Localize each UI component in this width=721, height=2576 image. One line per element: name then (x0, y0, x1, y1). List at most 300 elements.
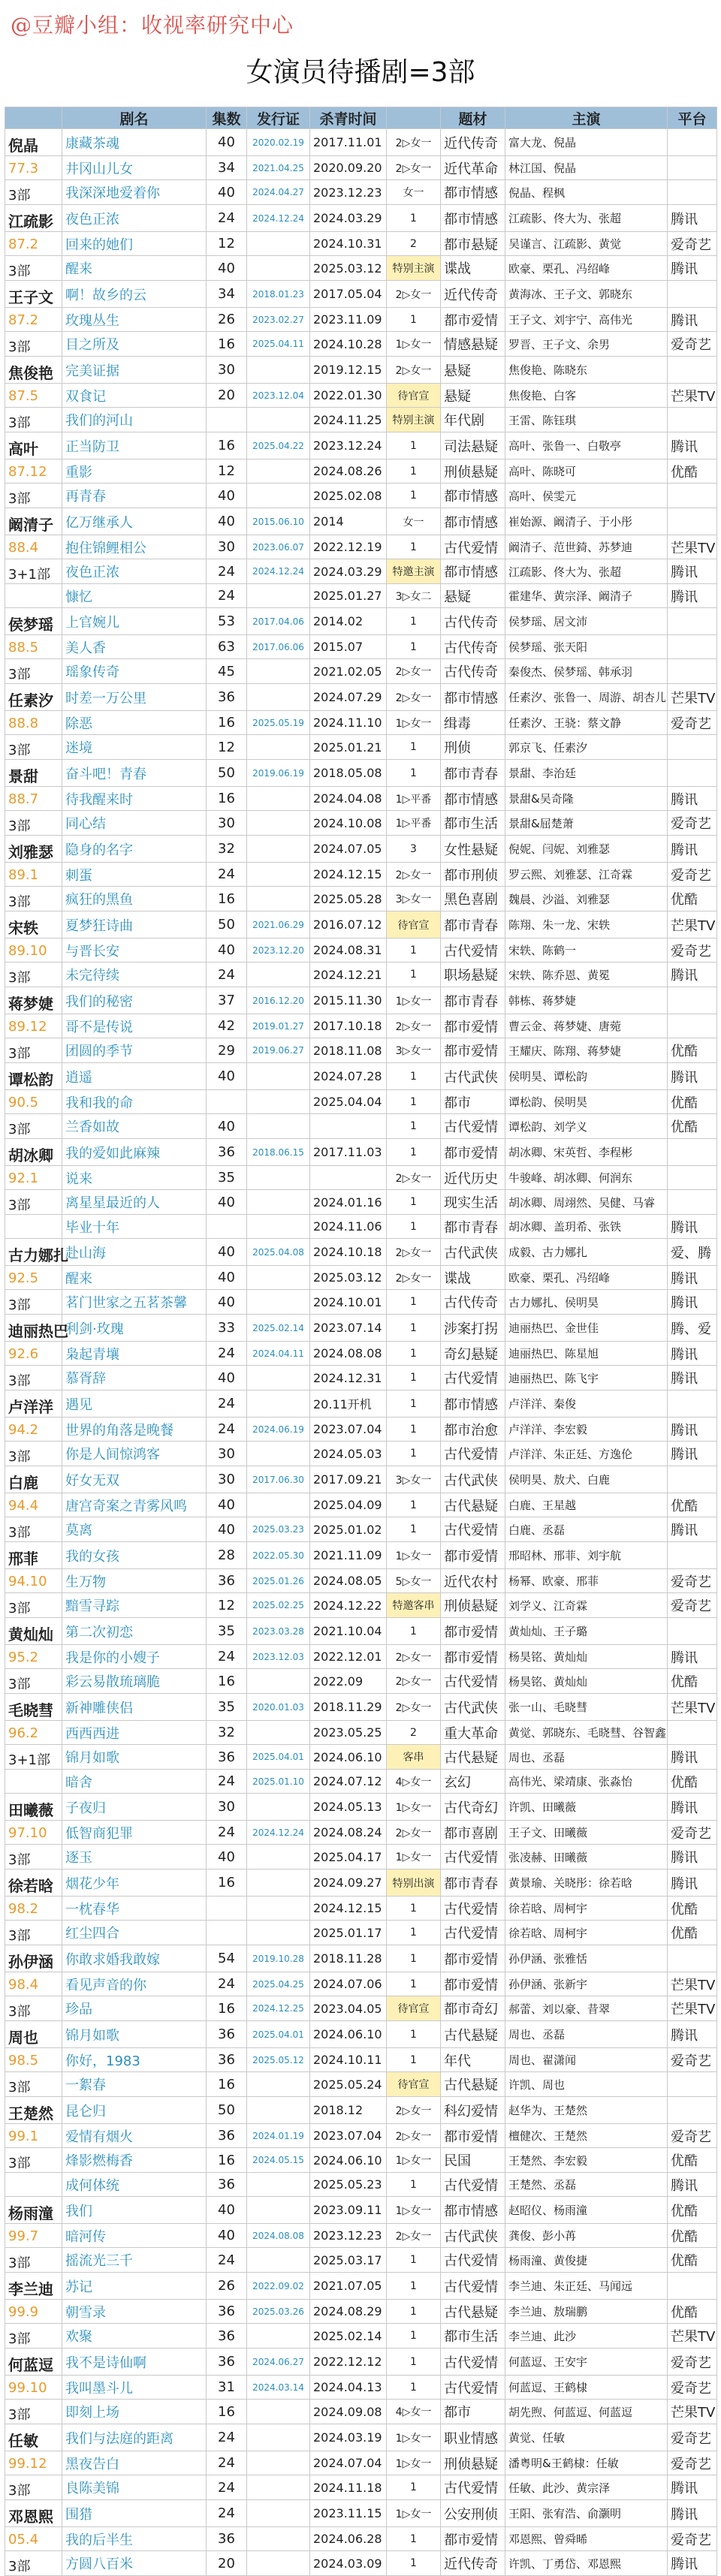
cell-actor: 迪丽热巴 (5, 1315, 62, 1342)
table-row (5, 1721, 717, 1745)
cell-drama: 慷忆 (62, 584, 207, 608)
cell-genre: 都市情感 (441, 2197, 505, 2224)
cell-license (247, 2475, 310, 2500)
cell-genre: 近代革命 (441, 156, 505, 180)
cell-wrap-date: 2023.11.09 (310, 308, 387, 332)
cell-platform: 优酷 (668, 2197, 717, 2224)
cell-license (247, 1493, 310, 1517)
cell-episodes: 36 (207, 1139, 247, 1166)
table-row (5, 1390, 717, 1418)
table-row (5, 2551, 717, 2576)
cell-cast: 杨昊铭、黄灿灿 (505, 1669, 668, 1694)
table-row (5, 2451, 717, 2475)
cell-role: 2▷女一 (387, 2124, 441, 2148)
cell-role: 2▷女一 (387, 1669, 441, 1694)
table-row (5, 459, 717, 484)
cell-actor: 88.4 (5, 535, 62, 559)
cell-wrap-date: 2014 (310, 508, 387, 535)
cell-actor: 3部 (5, 963, 62, 987)
cell-actor: 宋轶 (5, 911, 62, 939)
table-row (5, 1972, 717, 1996)
cell-actor: 3部 (5, 2551, 62, 2576)
cell-cast: 王楚然、李宏毅 (505, 2148, 668, 2173)
cell-cast: 赵华为、王楚然 (505, 2097, 668, 2124)
cell-genre: 都市刑侦 (441, 863, 505, 887)
cell-platform (668, 1014, 717, 1038)
cell-role: 待官宣 (387, 911, 441, 939)
cell-platform: 优酷 (668, 2248, 717, 2273)
cell-genre: 都市青春 (441, 1215, 505, 1239)
cell-drama: 暗舍 (62, 1770, 207, 1794)
cell-wrap-date: 2025.02.08 (310, 484, 387, 508)
cell-drama: 好女无双 (62, 1466, 207, 1493)
cell-role: 2▷女一 (387, 659, 441, 684)
cell-role: 1 (387, 939, 441, 963)
cell-role: 1 (387, 608, 441, 635)
cell-role: 1▷女一 (387, 1794, 441, 1821)
cell-episodes: 32 (207, 836, 247, 863)
cell-episodes: 26 (207, 308, 247, 332)
cell-license (247, 459, 310, 484)
cell-wrap-date (310, 1114, 387, 1139)
cell-platform: 芒果TV (668, 2400, 717, 2424)
cell-actor: 3部 (5, 256, 62, 281)
cell-episodes: 53 (207, 608, 247, 635)
cell-episodes: 24 (207, 1821, 247, 1845)
cell-drama: 上官婉儿 (62, 608, 207, 635)
cell-genre: 都市悬疑 (441, 232, 505, 256)
table-row (5, 281, 717, 308)
cell-genre: 古代悬疑 (441, 1493, 505, 1517)
table-row (5, 811, 717, 836)
cell-platform: 优酷 (668, 1114, 717, 1139)
cell-episodes: 36 (207, 2300, 247, 2324)
cell-cast: 胡冰卿、宋英哲、李程彬 (505, 1139, 668, 1166)
cell-role: 1 (387, 1139, 441, 1166)
cell-actor: 3部 (5, 1517, 62, 1542)
cell-actor: 3部 (5, 2072, 62, 2097)
cell-genre: 都市情感 (441, 205, 505, 232)
cell-actor: 孙伊涵 (5, 1945, 62, 1972)
cell-role: 2 (387, 1721, 441, 1745)
cell-wrap-date: 2023.07.04 (310, 2124, 387, 2148)
cell-role: 2▷女一 (387, 156, 441, 180)
cell-license: 2023.12.04 (247, 384, 310, 408)
cell-license (247, 484, 310, 508)
cell-episodes: 34 (207, 156, 247, 180)
table-row (5, 1921, 717, 1945)
cell-license (247, 2197, 310, 2224)
cell-license: 2024.08.08 (247, 2224, 310, 2248)
cell-cast: 黄灿灿、王子璐 (505, 1618, 668, 1645)
table-row (5, 1593, 717, 1618)
cell-role: 1 (387, 1290, 441, 1315)
cell-drama: 夜色正浓 (62, 559, 207, 584)
cell-episodes: 20 (207, 2551, 247, 2576)
cell-cast: 赵昭仪、杨雨潼 (505, 2197, 668, 2224)
cell-license: 2024.06.27 (247, 2349, 310, 2376)
cell-platform: 腾讯 (668, 1290, 717, 1315)
cell-license (247, 1366, 310, 1390)
cell-wrap-date: 2024.07.12 (310, 1770, 387, 1794)
cell-genre: 黑色喜剧 (441, 887, 505, 911)
cell-drama: 啊！故乡的云 (62, 281, 207, 308)
cell-platform (668, 1139, 717, 1166)
cell-drama: 西西西进 (62, 1721, 207, 1745)
cell-platform (668, 156, 717, 180)
cell-genre: 现实生活 (441, 1190, 505, 1215)
cell-cast: 曹云金、蒋梦婕、唐菀 (505, 1014, 668, 1038)
cell-cast: 胡先煦、何蓝逗、何蓝逗 (505, 2400, 668, 2424)
cell-episodes: 24 (207, 1972, 247, 1996)
cell-cast: 黄景瑜、关晓彤：徐若晗 (505, 1869, 668, 1897)
cell-cast: 许凯、周也 (505, 2072, 668, 2097)
cell-platform: 腾讯 (668, 1517, 717, 1542)
cell-drama: 烟花少年 (62, 1869, 207, 1897)
table-row (5, 1215, 717, 1239)
cell-role: 客串 (387, 1745, 441, 1770)
cell-drama: 红尘四合 (62, 1921, 207, 1945)
cell-genre: 都市 (441, 1090, 505, 1114)
cell-wrap-date: 2024.03.19 (310, 2424, 387, 2451)
cell-cast: 杨昊铭、黄灿灿 (505, 1645, 668, 1669)
cell-actor: 焦俊艳 (5, 357, 62, 384)
cell-cast: 迪丽热巴、金世佳 (505, 1315, 668, 1342)
cell-drama: 看见声音的你 (62, 1972, 207, 1996)
table-row (5, 1466, 717, 1493)
cell-wrap-date (310, 1166, 387, 1190)
cell-wrap-date: 2019.12.15 (310, 357, 387, 384)
cell-wrap-date: 2017.11.01 (310, 129, 387, 156)
cell-episodes: 40 (207, 1366, 247, 1390)
cell-episodes: 16 (207, 887, 247, 911)
cell-wrap-date: 2023.07.14 (310, 1315, 387, 1342)
cell-episodes: 36 (207, 1569, 247, 1593)
cell-episodes (207, 1897, 247, 1921)
cell-actor: 毛晓彗 (5, 1694, 62, 1721)
cell-wrap-date: 2024.10.31 (310, 232, 387, 256)
cell-genre: 古代爱情 (441, 1897, 505, 1921)
cell-genre: 都市青春 (441, 911, 505, 939)
cell-actor: 98.5 (5, 2048, 62, 2072)
cell-role: 1 (387, 635, 441, 659)
cell-platform: 腾讯 (668, 1794, 717, 1821)
cell-cast: 白鹿、丞磊 (505, 1517, 668, 1542)
cell-actor: 3部 (5, 811, 62, 836)
cell-cast: 王楚然、丞磊 (505, 2173, 668, 2197)
table-row (5, 735, 717, 760)
cell-role: 2▷女一 (387, 1821, 441, 1845)
cell-platform: 腾讯 (668, 1645, 717, 1669)
table-row (5, 2300, 717, 2324)
cell-genre: 谍战 (441, 1266, 505, 1290)
cell-genre: 司法悬疑 (441, 432, 505, 459)
cell-wrap-date: 2023.05.25 (310, 1721, 387, 1745)
cell-drama: 即刻上场 (62, 2400, 207, 2424)
cell-platform: 腾讯 (668, 2173, 717, 2197)
cell-cast: 邢昭林、邢菲、刘宇航 (505, 1542, 668, 1569)
cell-actor: 3部 (5, 1290, 62, 1315)
cell-episodes: 24 (207, 584, 247, 608)
cell-actor: 3部 (5, 332, 62, 357)
table-row (5, 2424, 717, 2451)
cell-episodes: 63 (207, 635, 247, 659)
cell-license: 2023.06.07 (247, 535, 310, 559)
cell-drama: 你敢求婚我敢嫁 (62, 1945, 207, 1972)
cell-drama: 瑶象传奇 (62, 659, 207, 684)
cell-actor (5, 1215, 62, 1239)
table-row (5, 2072, 717, 2097)
cell-platform: 爱奇艺 (668, 2451, 717, 2475)
cell-platform (668, 987, 717, 1014)
table-row (5, 2273, 717, 2300)
cell-drama: 枭起青壤 (62, 1342, 207, 1366)
cell-actor: 王子文 (5, 281, 62, 308)
cell-episodes: 26 (207, 2273, 247, 2300)
cell-actor: 88.5 (5, 635, 62, 659)
cell-genre: 悬疑 (441, 384, 505, 408)
cell-platform: 腾讯 (668, 205, 717, 232)
cell-cast: 许凯、田曦薇 (505, 1794, 668, 1821)
cell-cast: 江疏影、佟大为、张超 (505, 205, 668, 232)
cell-wrap-date: 2022.12.01 (310, 1645, 387, 1669)
cell-platform: 爱奇艺 (668, 2048, 717, 2072)
cell-wrap-date: 2015.07 (310, 635, 387, 659)
cell-platform: 爱奇艺 (668, 2376, 717, 2400)
cell-genre: 刑侦悬疑 (441, 2451, 505, 2475)
table-row (5, 1945, 717, 1972)
cell-episodes (207, 1921, 247, 1945)
cell-genre: 近代农村 (441, 1569, 505, 1593)
cell-license: 2024.03.14 (247, 2376, 310, 2400)
cell-episodes: 12 (207, 459, 247, 484)
cell-drama: 待我醒来时 (62, 787, 207, 811)
table-row (5, 232, 717, 256)
cell-cast: 王耀庆、陈翔、蒋梦婕 (505, 1038, 668, 1063)
cell-drama: 朝雪录 (62, 2300, 207, 2324)
cell-episodes: 33 (207, 1315, 247, 1342)
cell-wrap-date: 2024.08.26 (310, 459, 387, 484)
cell-episodes: 35 (207, 1694, 247, 1721)
cell-cast: 周也、丞磊 (505, 2021, 668, 2048)
cell-wrap-date: 2025.03.17 (310, 2248, 387, 2273)
cell-genre: 古代爱情 (441, 2273, 505, 2300)
table-row (5, 2400, 717, 2424)
cell-license: 2025.04.22 (247, 432, 310, 459)
cell-license: 2016.12.20 (247, 987, 310, 1014)
table-row (5, 1517, 717, 1542)
cell-actor: 3部 (5, 484, 62, 508)
cell-license: 2019.06.27 (247, 1038, 310, 1063)
cell-actor: 89.10 (5, 939, 62, 963)
cell-actor: 侯梦瑶 (5, 608, 62, 635)
cell-cast: 徐若晗、周柯宇 (505, 1897, 668, 1921)
cell-drama: 我是你的小嫂子 (62, 1645, 207, 1669)
cell-actor: 77.3 (5, 156, 62, 180)
cell-platform (668, 1166, 717, 1190)
table-row (5, 1038, 717, 1063)
cell-cast: 欧豪、栗孔、冯绍峰 (505, 256, 668, 281)
cell-license: 2020.01.03 (247, 1694, 310, 1721)
cell-cast: 高叶、陈晓可 (505, 459, 668, 484)
cell-actor: 3部 (5, 1921, 62, 1945)
cell-actor: 江疏影 (5, 205, 62, 232)
cell-license: 2019.01.27 (247, 1014, 310, 1038)
cell-platform (668, 1190, 717, 1215)
cell-genre: 女性悬疑 (441, 836, 505, 863)
cell-drama: 彩云易散琉璃脆 (62, 1669, 207, 1694)
cell-cast: 黄海冰、王子文、郭晓东 (505, 281, 668, 308)
cell-wrap-date: 2024.12.15 (310, 863, 387, 887)
cell-cast: 孙伊涵、张雅恬 (505, 1945, 668, 1972)
cell-genre: 都市情感 (441, 508, 505, 535)
table-row (5, 1315, 717, 1342)
cell-role: 2▷女一 (387, 2097, 441, 2124)
cell-drama: 唐宫奇案之青雾风鸣 (62, 1493, 207, 1517)
cell-platform: 腾讯 (668, 1845, 717, 1869)
cell-platform (668, 357, 717, 384)
cell-drama: 双食记 (62, 384, 207, 408)
cell-cast: 徐若晗、周柯宇 (505, 1921, 668, 1945)
cell-cast: 焦俊艳、陈晓东 (505, 357, 668, 384)
cell-wrap-date: 2024.04.08 (310, 787, 387, 811)
cell-license (247, 1921, 310, 1945)
cell-role: 2▷女一 (387, 1645, 441, 1669)
cell-episodes: 28 (207, 1542, 247, 1569)
cell-wrap-date: 2023.09.11 (310, 2197, 387, 2224)
cell-genre: 年代 (441, 2048, 505, 2072)
cell-actor: 周也 (5, 2021, 62, 2048)
cell-cast: 胡冰卿、周翊然、吴健、马睿 (505, 1190, 668, 1215)
table-row (5, 1290, 717, 1315)
cell-platform (668, 1721, 717, 1745)
cell-genre: 悬疑 (441, 584, 505, 608)
table-row (5, 2124, 717, 2148)
cell-actor: 刘雅瑟 (5, 836, 62, 863)
table-row (5, 2475, 717, 2500)
cell-cast: 侯梦瑶、张天阳 (505, 635, 668, 659)
table-row (5, 2324, 717, 2349)
cell-genre: 都市爱情 (441, 2527, 505, 2551)
cell-drama: 除恶 (62, 711, 207, 735)
cell-genre: 近代传奇 (441, 2551, 505, 2576)
cell-episodes: 36 (207, 684, 247, 711)
cell-wrap-date: 2024.11.25 (310, 408, 387, 432)
header-wrap-date: 杀青时间 (310, 107, 387, 129)
cell-actor (5, 2173, 62, 2197)
cell-cast: 侯明昊、谭松韵 (505, 1063, 668, 1090)
cell-episodes: 16 (207, 1996, 247, 2021)
cell-genre: 近代传奇 (441, 129, 505, 156)
cell-platform (668, 635, 717, 659)
cell-genre: 都市青春 (441, 987, 505, 1014)
cell-platform (668, 129, 717, 156)
cell-genre: 都市爱情 (441, 1542, 505, 1569)
cell-episodes: 24 (207, 2451, 247, 2475)
cell-wrap-date: 2025.01.21 (310, 735, 387, 760)
cell-genre: 近代历史 (441, 1166, 505, 1190)
cell-episodes: 30 (207, 811, 247, 836)
cell-wrap-date: 2018.11.28 (310, 1945, 387, 1972)
cell-actor: 90.5 (5, 1090, 62, 1114)
cell-actor: 景甜 (5, 760, 62, 787)
cell-episodes: 16 (207, 1669, 247, 1694)
cell-genre: 缉毒 (441, 711, 505, 735)
cell-platform: 腾讯 (668, 1266, 717, 1290)
cell-role: 3 (387, 836, 441, 863)
cell-platform: 芒果TV (668, 2324, 717, 2349)
cell-episodes: 24 (207, 1645, 247, 1669)
cell-role: 1 (387, 1418, 441, 1442)
table-row (5, 1239, 717, 1266)
cell-cast: 罗云熙、刘雅瑟、江奇霖 (505, 863, 668, 887)
cell-genre: 都市情感 (441, 559, 505, 584)
cell-license (247, 1166, 310, 1190)
cell-cast: 郭京飞、任素汐 (505, 735, 668, 760)
cell-episodes: 24 (207, 2500, 247, 2527)
cell-wrap-date: 2025.01.17 (310, 1921, 387, 1945)
cell-role: 1 (387, 2324, 441, 2349)
cell-genre: 古代爱情 (441, 1114, 505, 1139)
cell-genre: 悬疑 (441, 357, 505, 384)
cell-platform: 优酷 (668, 1038, 717, 1063)
table-row (5, 635, 717, 659)
cell-license (247, 1290, 310, 1315)
table-row (5, 2248, 717, 2273)
cell-role: 女一 (387, 180, 441, 205)
cell-genre: 都市爱情 (441, 1945, 505, 1972)
cell-cast: 高叶、侯雯元 (505, 484, 668, 508)
cell-role: 1▷女一 (387, 1845, 441, 1869)
cell-actor: 3部 (5, 1114, 62, 1139)
cell-wrap-date: 2024.10.11 (310, 2048, 387, 2072)
cell-role: 特别出演 (387, 1869, 441, 1897)
cell-license (247, 735, 310, 760)
cell-role: 1 (387, 735, 441, 760)
cell-cast: 王子文、刘宇宁、高伟光 (505, 308, 668, 332)
cell-drama: 夜色正浓 (62, 205, 207, 232)
cell-cast: 任敏、此沙、黄宗泽 (505, 2475, 668, 2500)
cell-drama: 亿万继承人 (62, 508, 207, 535)
cell-platform (668, 484, 717, 508)
cell-genre: 都市爱情 (441, 1014, 505, 1038)
cell-drama: 完美证据 (62, 357, 207, 384)
cell-cast: 高伟光、梁靖康、张淼怡 (505, 1770, 668, 1794)
cell-actor: 89.12 (5, 1014, 62, 1038)
cell-genre: 公安刑侦 (441, 2500, 505, 2527)
cell-episodes: 30 (207, 1794, 247, 1821)
cell-wrap-date: 2025.02.14 (310, 2324, 387, 2349)
cell-cast: 邓恩熙、曾舜晞 (505, 2527, 668, 2551)
cell-actor: 3+1部 (5, 1745, 62, 1770)
header-drama: 剧名 (62, 107, 207, 129)
cell-cast: 魏晨、沙溢、刘雅瑟 (505, 887, 668, 911)
cell-license (247, 963, 310, 987)
cell-platform: 芒果TV (668, 535, 717, 559)
cell-license: 2023.12.03 (247, 1645, 310, 1669)
cell-wrap-date: 2021.07.05 (310, 2273, 387, 2300)
cell-wrap-date: 2021.11.09 (310, 1542, 387, 1569)
cell-episodes: 45 (207, 659, 247, 684)
cell-role: 2▷女一 (387, 684, 441, 711)
cell-actor: 3+1部 (5, 559, 62, 584)
cell-license: 2024.12.24 (247, 205, 310, 232)
cell-drama: 回来的她们 (62, 232, 207, 256)
cell-actor: 卢洋洋 (5, 1390, 62, 1418)
cell-cast: 阚清子、范世錡、苏梦迪 (505, 535, 668, 559)
cell-actor: 3部 (5, 1845, 62, 1869)
cell-drama: 刺蛋 (62, 863, 207, 887)
